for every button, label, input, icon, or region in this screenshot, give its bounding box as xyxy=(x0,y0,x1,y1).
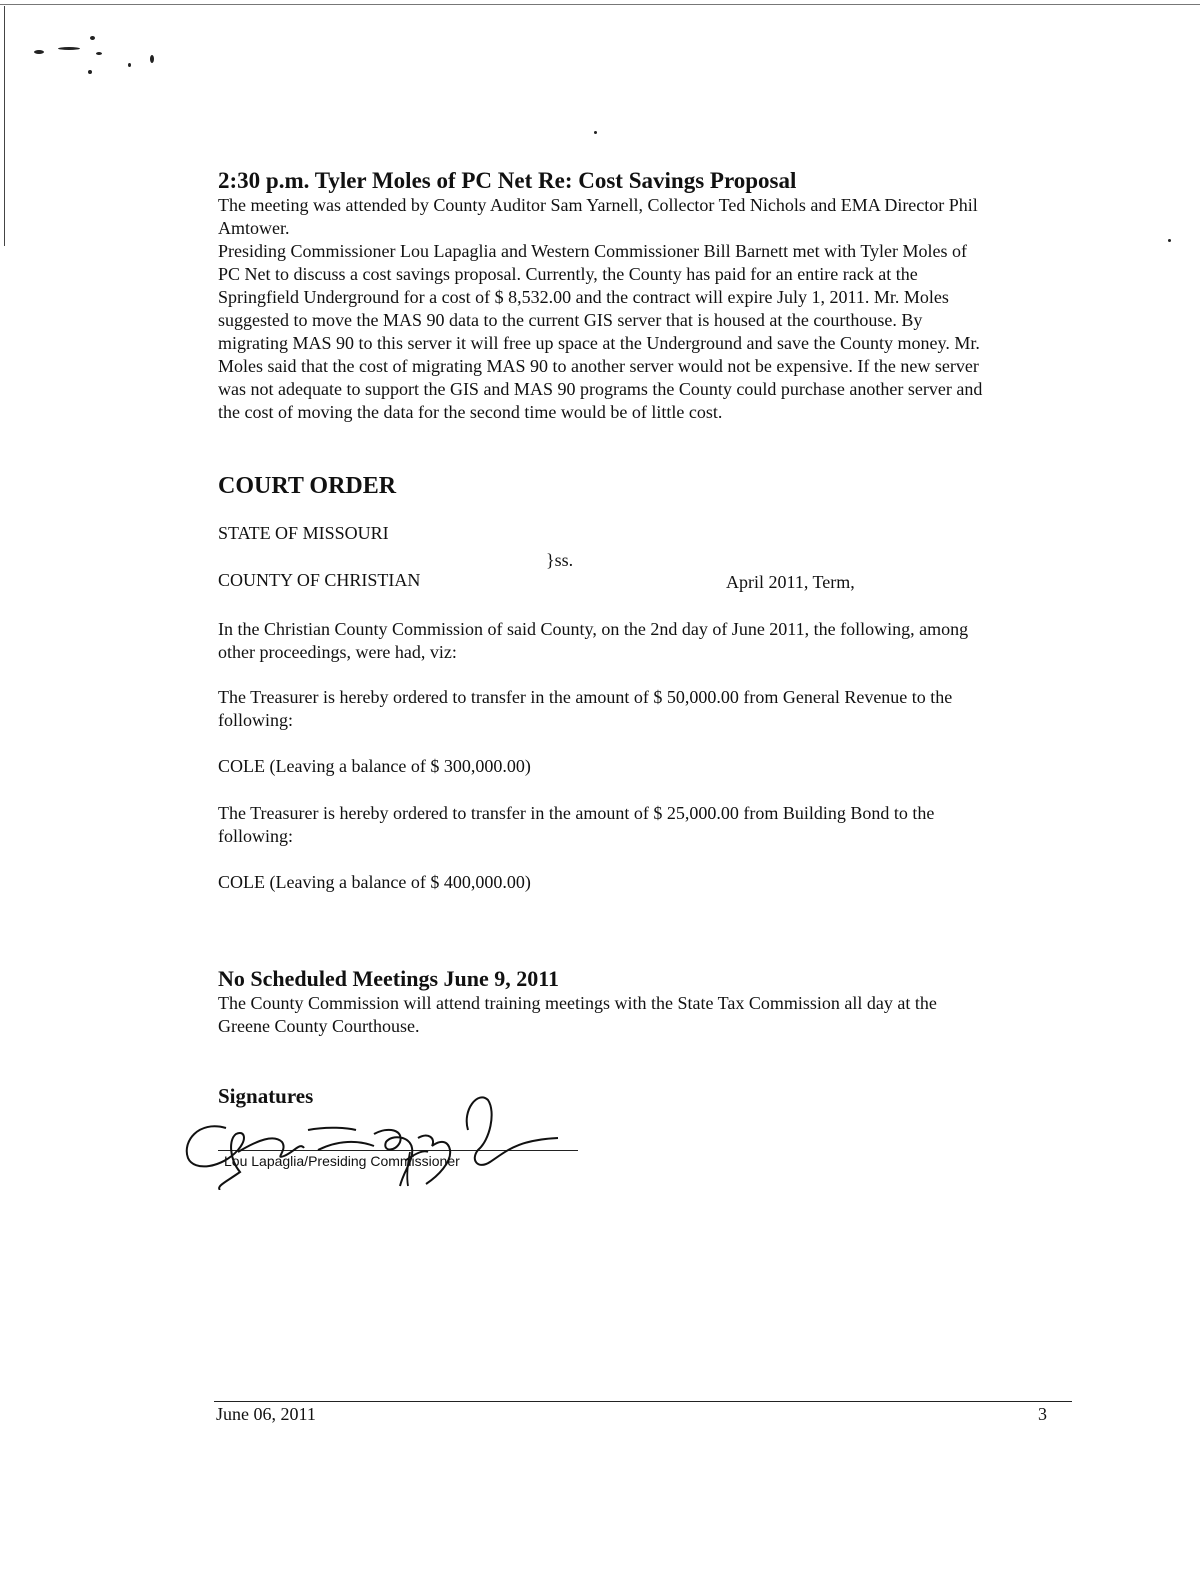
scan-speck xyxy=(96,52,102,55)
handwritten-signature xyxy=(178,1090,578,1190)
scan-speck xyxy=(90,36,95,40)
meeting-line: the cost of moving the data for the second time would be of little cost. xyxy=(218,402,723,422)
scan-speck xyxy=(150,55,154,63)
court-order-title: COURT ORDER xyxy=(218,473,397,499)
meeting-heading: 2:30 p.m. Tyler Moles of PC Net Re: Cost Savings Proposal xyxy=(218,168,797,193)
page-number: 3 xyxy=(1038,1404,1047,1424)
transfer-order-2 xyxy=(218,802,1078,848)
meeting-line: Springfield Underground for a cost of $ 8,532.00 and the contract will expire July 1, 2011. Mr. Moles xyxy=(218,287,949,307)
meeting-section xyxy=(218,168,1078,424)
scan-speck xyxy=(128,63,131,67)
meeting-line: The meeting was attended by County Auditor Sam Yarnell, Collector Ted Nichols and EMA Director Phil xyxy=(218,195,978,215)
state-line: STATE OF MISSOURI xyxy=(218,523,389,543)
term-line: April 2011, Term, xyxy=(726,572,855,592)
no-meetings-line: Greene County Courthouse. xyxy=(218,1016,420,1036)
scan-speck xyxy=(88,70,92,74)
transfer-line: following: xyxy=(218,710,293,730)
meeting-line: suggested to move the MAS 90 data to the current GIS server that is housed at the courthouse. By xyxy=(218,310,923,330)
balance-line-1: COLE (Leaving a balance of $ 300,000.00) xyxy=(218,756,531,776)
court-intro-line: other proceedings, were had, viz: xyxy=(218,642,457,662)
footer-date: June 06, 2011 xyxy=(216,1404,316,1424)
meeting-line: was not adequate to support the GIS and MAS 90 programs the County could purchase another server and xyxy=(218,379,983,399)
transfer-line: The Treasurer is hereby ordered to transfer in the amount of $ 25,000.00 from Building Bond to the xyxy=(218,803,935,823)
meeting-line: migrating MAS 90 to this server it will free up space at the Underground and save the County money. Mr. xyxy=(218,333,980,353)
no-meetings-section xyxy=(218,966,1078,1038)
scan-edge-top xyxy=(0,4,1200,5)
signature-caption: Lou Lapaglia/Presiding Commissioner xyxy=(224,1153,460,1169)
transfer-order-1 xyxy=(218,686,1078,732)
scan-speck xyxy=(594,131,597,134)
meeting-line: PC Net to discuss a cost savings proposal. Currently, the County has paid for an entire rack at the xyxy=(218,264,918,284)
scan-speck xyxy=(58,47,80,50)
meeting-body xyxy=(218,194,1078,424)
meeting-line: Presiding Commissioner Lou Lapaglia and Western Commissioner Bill Barnett met with Tyler Moles of xyxy=(218,241,968,261)
scan-speck xyxy=(1168,239,1171,242)
balance-line-2: COLE (Leaving a balance of $ 400,000.00) xyxy=(218,872,531,892)
meeting-line: Amtower. xyxy=(218,218,290,238)
no-meetings-heading: No Scheduled Meetings June 9, 2011 xyxy=(218,966,560,991)
no-meetings-line: The County Commission will attend training meetings with the State Tax Commission all day at the xyxy=(218,993,937,1013)
footer-rule xyxy=(214,1401,1072,1402)
scan-edge-left xyxy=(4,6,5,246)
court-intro xyxy=(218,618,1078,664)
county-line: COUNTY OF CHRISTIAN xyxy=(218,570,421,590)
scan-speck xyxy=(34,50,44,54)
meeting-line: Moles said that the cost of migrating MAS 90 to another server would not be expensive. If the new server xyxy=(218,356,979,376)
ss-mark: }ss. xyxy=(546,550,574,570)
signatures-title: Signatures xyxy=(218,1084,314,1108)
transfer-line: The Treasurer is hereby ordered to transfer in the amount of $ 50,000.00 from General Revenue to the xyxy=(218,687,953,707)
court-intro-line: In the Christian County Commission of said County, on the 2nd day of June 2011, the following, among xyxy=(218,619,969,639)
transfer-line: following: xyxy=(218,826,293,846)
